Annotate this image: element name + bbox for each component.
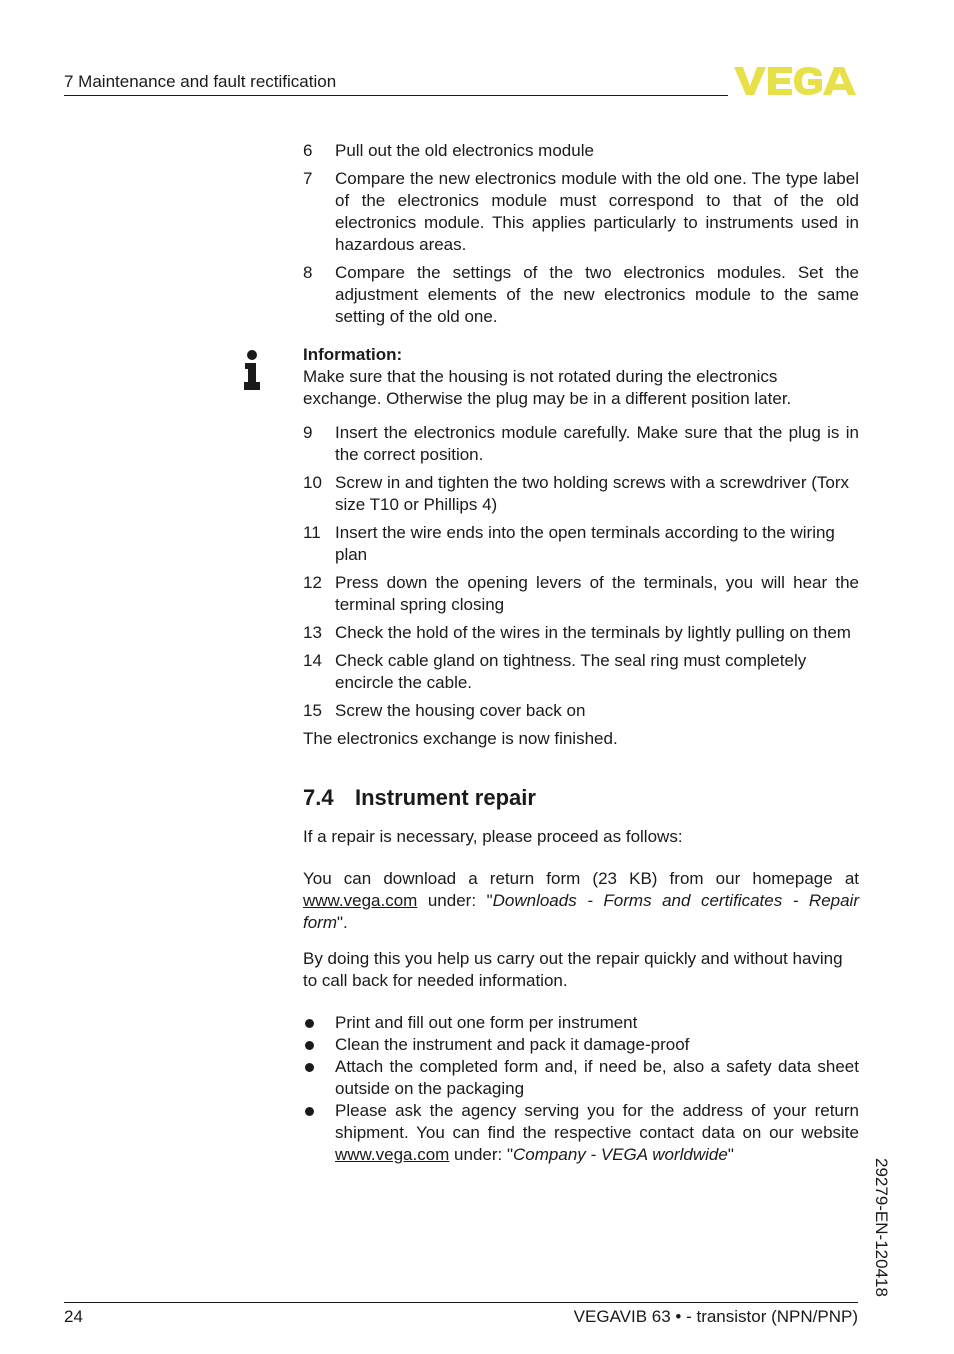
list-item: [303, 622, 859, 644]
step-number: 11: [303, 523, 321, 542]
page-number: 24: [64, 1307, 83, 1326]
list-item: [303, 168, 859, 256]
bullet-icon: [303, 1012, 335, 1034]
step-text: Press down the opening levers of the terminals, you will hear the terminal spring closing: [335, 573, 859, 614]
bullet-icon: [303, 1100, 335, 1166]
vega-website-link[interactable]: www.vega.com: [303, 891, 418, 910]
section-number: 7.4: [303, 785, 334, 810]
step-number: 9: [303, 423, 313, 442]
bullet-text-mid: under: ": [449, 1145, 514, 1164]
list-item: [303, 140, 859, 162]
list-item: [303, 262, 859, 328]
step-number: 7: [303, 169, 313, 188]
step-text: Check the hold of the wires in the terminals by lightly pulling on them: [335, 623, 851, 642]
bullet-text: [335, 1100, 859, 1166]
footer-divider: [64, 1302, 858, 1303]
intro-paragraph: If a repair is necessary, please proceed as follows:: [303, 827, 683, 846]
bullet-text: Attach the completed form and, if need be, also a safety data sheet outside on the packaging: [335, 1057, 859, 1098]
information-note: [303, 344, 859, 410]
step-text: Pull out the old electronics module: [335, 141, 594, 160]
finished-note: The electronics exchange is now finished.: [303, 729, 618, 748]
document-code: [868, 1158, 892, 1303]
list-item: [303, 572, 859, 616]
list-item: [303, 472, 859, 516]
step-text: Compare the new electronics module with the old one. The type label of the electronics module must correspond to that of the old electronics module. This applies particularly to instruments used in hazardous areas.: [335, 169, 859, 254]
step-text: Insert the wire ends into the open terminals according to the wiring plan: [335, 523, 835, 564]
bullet-text: Clean the instrument and pack it damage-proof: [335, 1035, 690, 1054]
section-heading: [303, 784, 859, 812]
running-header: 7 Maintenance and fault rectification: [64, 72, 337, 91]
list-item: [303, 650, 859, 694]
instructions-bullet-list: [303, 1012, 859, 1166]
document-code-text: 29279-EN-120418: [872, 1158, 891, 1297]
step-text: Screw the housing cover back on: [335, 701, 586, 720]
download-text: You can download a return form (23 KB) from our homepage at: [303, 869, 859, 888]
list-item: [303, 700, 859, 722]
step-number: 10: [303, 473, 322, 492]
header-divider: [64, 95, 728, 96]
list-item: [303, 522, 859, 566]
download-text-mid: under: ": [417, 891, 493, 910]
step-number: 12: [303, 573, 322, 592]
steps-list-b: [303, 422, 859, 722]
bullet-text-end: ": [727, 1145, 734, 1164]
list-item: [303, 1012, 859, 1034]
list-item: [303, 1034, 859, 1056]
product-name: VEGAVIB 63 • - transistor (NPN/PNP): [573, 1307, 858, 1326]
bullet-text-start: Please ask the agency serving you for the address of your return shipment. You can find the respective contact data on our website: [335, 1101, 859, 1142]
step-text: Compare the settings of the two electronics modules. Set the adjustment elements of the new electronics module to the same setting of the old one.: [335, 263, 859, 326]
vega-logo: [734, 64, 858, 104]
bullet-text: Print and fill out one form per instrument: [335, 1013, 638, 1032]
step-text: Insert the electronics module carefully. Make sure that the plug is in the correct position.: [335, 423, 859, 464]
step-text: Screw in and tighten the two holding screws with a screwdriver (Torx size T10 or Phillips 4): [335, 473, 849, 514]
help-paragraph: By doing this you help us carry out the repair quickly and without having to call back for needed information.: [303, 949, 843, 990]
download-path: Downloads - Forms and certificates - Repair form: [303, 891, 859, 932]
steps-list-a: [303, 140, 859, 328]
step-number: 13: [303, 623, 322, 642]
info-title: Information:: [303, 345, 403, 364]
vega-website-link[interactable]: www.vega.com: [335, 1145, 450, 1164]
info-icon: [243, 350, 261, 396]
list-item: [303, 422, 859, 466]
info-text: Make sure that the housing is not rotated during the electronics exchange. Otherwise the plug may be in a different position later.: [303, 367, 792, 408]
page-content: [303, 140, 859, 1166]
step-number: 8: [303, 263, 313, 282]
bullet-path: Company - VEGA worldwide: [513, 1145, 728, 1164]
section-title: Instrument repair: [355, 785, 536, 810]
step-number: 6: [303, 141, 313, 160]
step-number: 14: [303, 651, 322, 670]
step-text: Check cable gland on tightness. The seal ring must completely encircle the cable.: [335, 651, 807, 692]
bullet-icon: [303, 1034, 335, 1056]
download-text-end: ".: [337, 913, 348, 932]
download-paragraph: [303, 868, 859, 934]
bullet-icon: [303, 1056, 335, 1100]
step-number: 15: [303, 701, 322, 720]
list-item: [303, 1100, 859, 1166]
list-item: [303, 1056, 859, 1100]
